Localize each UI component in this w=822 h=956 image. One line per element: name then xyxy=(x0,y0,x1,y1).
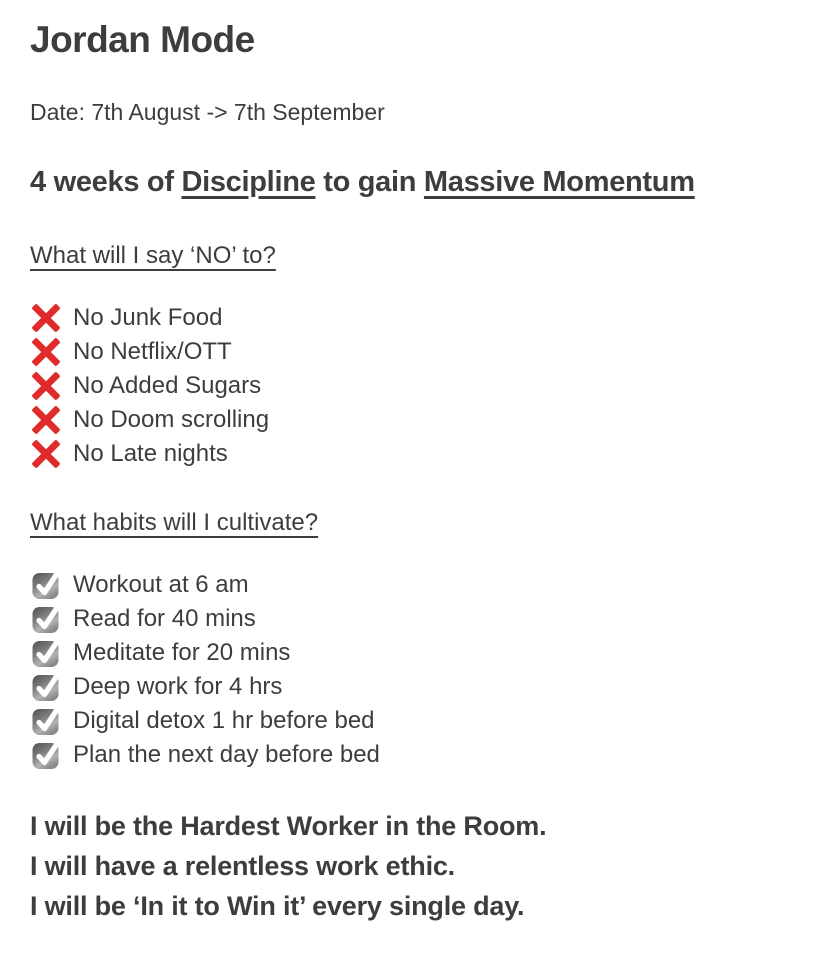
habit-list-item-label: Plan the next day before bed xyxy=(73,740,380,768)
affirmation-line: I will have a relentless work ethic. xyxy=(30,850,455,881)
no-list-item-label: No Netflix/OTT xyxy=(73,338,232,366)
no-list-item-label: No Doom scrolling xyxy=(73,406,270,434)
no-list-item xyxy=(30,301,792,335)
red-cross-icon xyxy=(30,302,62,334)
checkbox-checked-icon xyxy=(30,603,62,635)
checkbox-checked-icon xyxy=(30,705,62,737)
habit-list-item-label: Workout at 6 am xyxy=(73,570,249,598)
headline-underlined-momentum: Massive Momentum xyxy=(423,166,695,199)
headline-underlined-discipline: Discipline xyxy=(181,166,316,199)
habit-list-item xyxy=(30,636,792,670)
no-list-item xyxy=(30,335,792,369)
red-cross-icon xyxy=(30,370,62,402)
habit-list-item xyxy=(30,670,792,704)
checkbox-checked-icon xyxy=(30,569,62,601)
habit-list-item xyxy=(30,568,792,602)
habit-list-item-label: Read for 40 mins xyxy=(73,604,256,632)
red-cross-icon xyxy=(30,438,62,470)
no-list-item xyxy=(30,369,792,403)
affirmation-line: I will be ‘In it to Win it’ every single day. xyxy=(30,890,525,921)
no-list-item-label: No Late nights xyxy=(73,440,228,468)
habit-list-item-label: Deep work for 4 hrs xyxy=(73,672,283,700)
checkbox-checked-icon xyxy=(30,637,62,669)
no-list-item xyxy=(30,403,792,437)
habits-section-heading: What habits will I cultivate? xyxy=(30,509,319,537)
red-cross-icon xyxy=(30,336,62,368)
date-line: Date: 7th August -> 7th September xyxy=(30,99,385,126)
checkbox-checked-icon xyxy=(30,739,62,771)
habit-list-item xyxy=(30,704,792,738)
affirmations xyxy=(30,806,792,926)
affirmation-line: I will be the Hardest Worker in the Room. xyxy=(30,810,547,841)
headline-part1: 4 weeks of xyxy=(30,166,182,199)
no-list-item xyxy=(30,437,792,471)
no-list xyxy=(30,301,792,471)
habits-list xyxy=(30,568,792,772)
no-list-item-label: No Junk Food xyxy=(73,304,223,332)
habit-list-item xyxy=(30,602,792,636)
habit-list-item-label: Digital detox 1 hr before bed xyxy=(73,706,375,734)
headline-part2: to gain xyxy=(315,166,424,199)
no-list-item-label: No Added Sugars xyxy=(73,372,262,400)
headline xyxy=(30,164,792,200)
habit-list-item xyxy=(30,738,792,772)
habit-list-item-label: Meditate for 20 mins xyxy=(73,638,291,666)
page-title: Jordan Mode xyxy=(30,19,255,60)
red-cross-icon xyxy=(30,404,62,436)
checkbox-checked-icon xyxy=(30,671,62,703)
no-section-heading: What will I say ‘NO’ to? xyxy=(30,242,276,270)
